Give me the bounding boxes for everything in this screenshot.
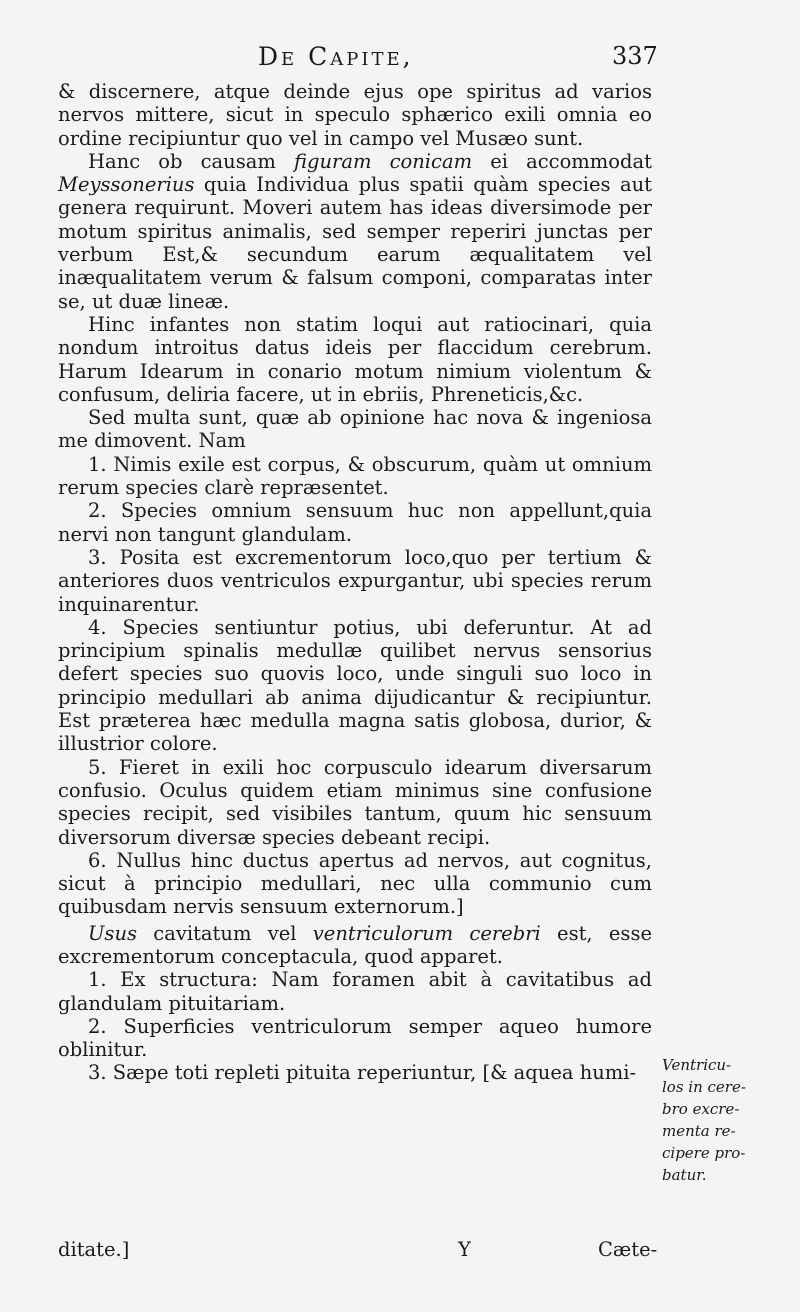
margin-note-line: bro excre- bbox=[662, 1100, 740, 1118]
emphasis-figuram-conicam: figuram conicam bbox=[293, 149, 473, 173]
list-item: 4. Species sentiuntur potius, ubi deferuntur. At ad principium spinalis medullæ quilibet nervus sensorius defert species suo quovis loco, unde singuli suo loco in principio medullari ab anima dijudicantur & recipiuntur. Est præterea hæc medulla magna satis globosa, durior, & illustrior colore. bbox=[58, 615, 652, 756]
margin-note bbox=[662, 1054, 762, 1186]
paragraph-usus: Usus cavitatum vel ventriculorum cerebri est, esse excrementorum conceptacula, quod apparet. bbox=[58, 921, 652, 968]
list-item: 6. Nullus hinc ductus apertus ad nervos, aut cognitus, sicut à principio medullari, nec ulla communio cum quibusdam nervis sensuum externorum.] bbox=[58, 848, 652, 919]
margin-note-line: Ventricu- bbox=[662, 1056, 732, 1074]
main-text bbox=[58, 80, 652, 1085]
list-item: 1. Ex structura: Nam foramen abit à cavitatibus ad glandulam pituitariam. bbox=[58, 968, 652, 1015]
signature-mark: Y bbox=[458, 1238, 471, 1261]
margin-note-line: batur. bbox=[662, 1166, 707, 1184]
list-item: 2. Species omnium sensuum huc non appellunt,quia nervi non tangunt glandulam. bbox=[58, 499, 652, 546]
catchword: Cæte- bbox=[598, 1238, 658, 1261]
paragraph-sed-multa: Sed multa sunt, quæ ab opinione hac nova & ingeniosa me dimovent. Nam bbox=[58, 406, 652, 453]
final-line: ditate.] bbox=[58, 1238, 130, 1261]
paragraph-meyssonerius: Hanc ob causam figuram conicam ei accommodat Meyssonerius quia Individua plus spatii quàm species aut genera requirunt. Moveri autem has ideas diversimode per motum spiritus animalis, sed semper reperiri junctas per verbum Est,& secundum earum æqualitatem vel inæqualitatem verum & falsum componi, comparatas inter se, ut duæ lineæ. bbox=[58, 149, 652, 313]
paragraph-infantes: Hinc infantes non statim loqui aut ratiocinari, quia nondum introitus datus ideis per flaccidum cerebrum. Harum Idearum in conario motum nimium violentum & confusum, deliria facere, ut in ebriis, Phreneticis,&c. bbox=[58, 312, 652, 406]
list-item: 3. Sæpe toti repleti pituita reperiuntur, [& aquea humi- bbox=[88, 1061, 637, 1085]
emphasis-ventriculorum: ventriculorum cerebri bbox=[312, 921, 541, 945]
list-item: 3. Posita est excrementorum loco,quo per tertium & anteriores duos ventriculos expurgantur, ubi species rerum inquinarentur. bbox=[58, 545, 652, 616]
list-item: 1. Nimis exile est corpus, & obscurum, quàm ut omnium rerum species clarè repræsentet. bbox=[58, 452, 652, 500]
margin-note-line: menta re- bbox=[662, 1122, 736, 1140]
list-item: 2. Superficies ventriculorum semper aqueo humore oblinitur. bbox=[58, 1014, 652, 1062]
page-footer bbox=[58, 1238, 658, 1266]
emphasis-usus: Usus bbox=[88, 921, 138, 945]
running-title: De Capite, bbox=[258, 42, 414, 71]
emphasis-meyssonerius: Meyssonerius bbox=[58, 173, 195, 197]
paragraph-continued: & discernere, atque deinde ejus ope spiritus ad varios nervos mittere, sicut in speculo sphærico exili omnia eo ordine recipiuntur quo vel in campo vel Musæo sunt. bbox=[58, 80, 652, 150]
margin-note-line: los in cere- bbox=[662, 1078, 746, 1096]
list-item: 5. Fieret in exili hoc corpusculo idearum diversarum confusio. Oculus quidem etiam minimus sine confusione species recipit, sed visibiles tantum, quum hic sensuum diversorum diversæ species debeant recipi. bbox=[58, 755, 652, 849]
page-number: 337 bbox=[612, 42, 658, 70]
margin-note-line: cipere pro- bbox=[662, 1144, 746, 1162]
page-header bbox=[0, 42, 800, 76]
